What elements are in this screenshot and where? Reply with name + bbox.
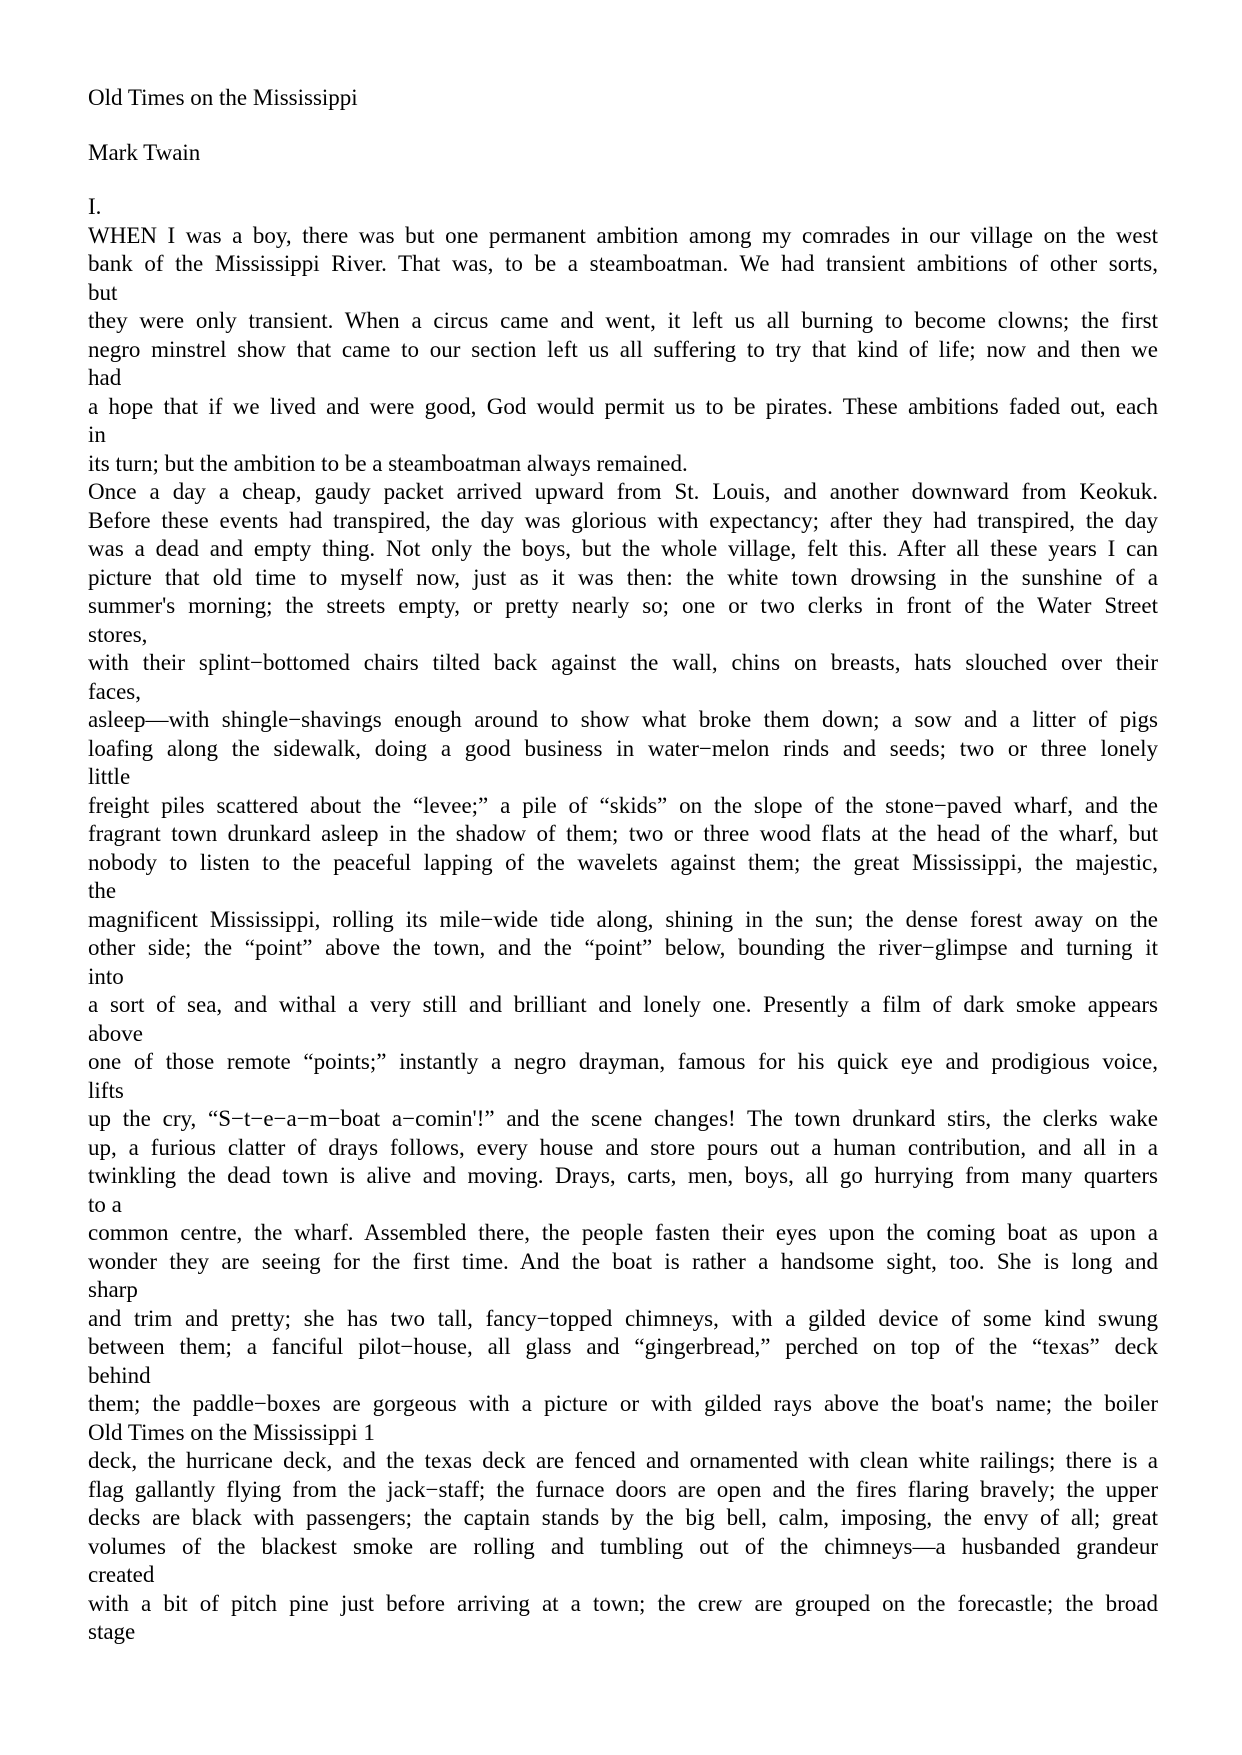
text-line: magnificent Mississippi, rolling its mile−wide tide along, shining in the sun; the dense forest away on the xyxy=(88,906,1158,932)
text-line: between them; a fanciful pilot−house, all glass and “gingerbread,” perched on top of the “texas” deck xyxy=(88,1334,1158,1359)
text-line: fragrant town drunkard asleep in the shadow of them; two or three wood flats at the head of the wharf, but xyxy=(88,821,1158,846)
text-line: picture that old time to myself now, just as it was then: the white town drowsing in the sunshine of a xyxy=(88,564,1158,590)
text-line: its turn; but the ambition to be a steamboatman always remained. xyxy=(88,450,688,476)
text-line: lifts xyxy=(88,1077,124,1103)
text-line: deck, the hurricane deck, and the texas deck are fenced and ornamented with clean white railings; there is a xyxy=(88,1448,1158,1473)
text-line: wonder they are seeing for the first time. And the boat is rather a handsome sight, too. She is long and xyxy=(88,1248,1158,1274)
text-line: the xyxy=(88,878,117,903)
text-line: they were only transient. When a circus came and went, it left us all burning to become clowns; the first xyxy=(88,308,1158,333)
text-line: common centre, the wharf. Assembled there, the people fasten their eyes upon the coming boat as upon a xyxy=(88,1220,1158,1245)
text-line: flag gallantly flying from the jack−staff; the furnace doors are open and the fires flaring bravely; the upper xyxy=(88,1476,1158,1502)
page-footer: Old Times on the Mississippi 1 xyxy=(88,1419,375,1445)
text-line: sharp xyxy=(88,1277,138,1302)
text-line: into xyxy=(88,963,124,989)
text-line: negro minstrel show that came to our section left us all suffering to try that kind of life; now and then we xyxy=(88,336,1158,362)
text-line: them; the paddle−boxes are gorgeous with a picture or with gilded rays above the boat's name; the boiler xyxy=(88,1391,1158,1416)
text-line: loafing along the sidewalk, doing a good business in water−melon rinds and seeds; two or three lonely xyxy=(88,735,1158,761)
text-line: a sort of sea, and withal a very still and brilliant and lonely one. Presently a film of dark smoke appears xyxy=(88,992,1158,1017)
text-line: decks are black with passengers; the captain stands by the big bell, calm, imposing, the envy of all; great xyxy=(88,1505,1158,1530)
text-line: Once a day a cheap, gaudy packet arrived upward from St. Louis, and another downward from Keokuk. xyxy=(88,479,1158,504)
text-line: I. xyxy=(88,194,102,219)
text-line: Before these events had transpired, the day was glorious with expectancy; after they had transpired, the day xyxy=(88,507,1158,533)
text-line: with their splint−bottomed chairs tilted back against the wall, chins on breasts, hats slouched over their xyxy=(88,650,1158,675)
text-line: stores, xyxy=(88,621,148,647)
text-line: little xyxy=(88,764,131,789)
text-line: WHEN I was a boy, there was but one permanent ambition among my comrades in our village on the west xyxy=(88,222,1158,248)
text-line: faces, xyxy=(88,678,141,704)
text-line: behind xyxy=(88,1362,151,1388)
document-page xyxy=(88,83,1158,1647)
document-body xyxy=(88,193,1158,1647)
text-line: asleep—with shingle−shavings enough around to show what broke them down; a sow and a litter of pigs xyxy=(88,707,1158,732)
text-line: volumes of the blackest smoke are rolling and tumbling out of the chimneys—a husbanded grandeur xyxy=(88,1533,1158,1559)
text-line: up, a furious clatter of drays follows, every house and store pours out a human contribution, and all in a xyxy=(88,1134,1158,1160)
text-line: had xyxy=(88,365,122,390)
text-line: to a xyxy=(88,1191,122,1217)
text-line: a hope that if we lived and were good, God would permit us to be pirates. These ambitions faded out, each xyxy=(88,393,1158,419)
text-line: was a dead and empty thing. Not only the boys, but the whole village, felt this. After all these years I can xyxy=(88,536,1158,561)
text-line: twinkling the dead town is alive and moving. Drays, carts, men, boys, all go hurrying from many quarters xyxy=(88,1163,1158,1188)
text-line: with a bit of pitch pine just before arriving at a town; the crew are grouped on the forecastle; the broad xyxy=(88,1590,1158,1616)
text-line: in xyxy=(88,422,106,447)
text-line: freight piles scattered about the “levee;” a pile of “skids” on the slope of the stone−paved wharf, and the xyxy=(88,792,1158,818)
document-author: Mark Twain xyxy=(88,140,201,165)
text-line: above xyxy=(88,1020,143,1046)
text-line: created xyxy=(88,1562,155,1587)
text-line: nobody to listen to the peaceful lapping of the wavelets against them; the great Mississippi, the majestic, xyxy=(88,849,1158,875)
document-title: Old Times on the Mississippi xyxy=(88,85,358,110)
text-line: but xyxy=(88,279,118,305)
text-line: stage xyxy=(88,1619,136,1644)
text-line: summer's morning; the streets empty, or pretty nearly so; one or two clerks in front of the Water Street xyxy=(88,593,1158,618)
text-line: up the cry, “S−t−e−a−m−boat a−comin'!” and the scene changes! The town drunkard stirs, the clerks wake xyxy=(88,1106,1158,1131)
text-line: and trim and pretty; she has two tall, fancy−topped chimneys, with a gilded device of some kind swung xyxy=(88,1305,1158,1331)
text-line: one of those remote “points;” instantly a negro drayman, famous for his quick eye and prodigious voice, xyxy=(88,1049,1158,1074)
text-line: other side; the “point” above the town, and the “point” below, bounding the river−glimpse and turning it xyxy=(88,935,1158,960)
text-line: bank of the Mississippi River. That was, to be a steamboatman. We had transient ambitions of other sorts, xyxy=(88,251,1158,276)
